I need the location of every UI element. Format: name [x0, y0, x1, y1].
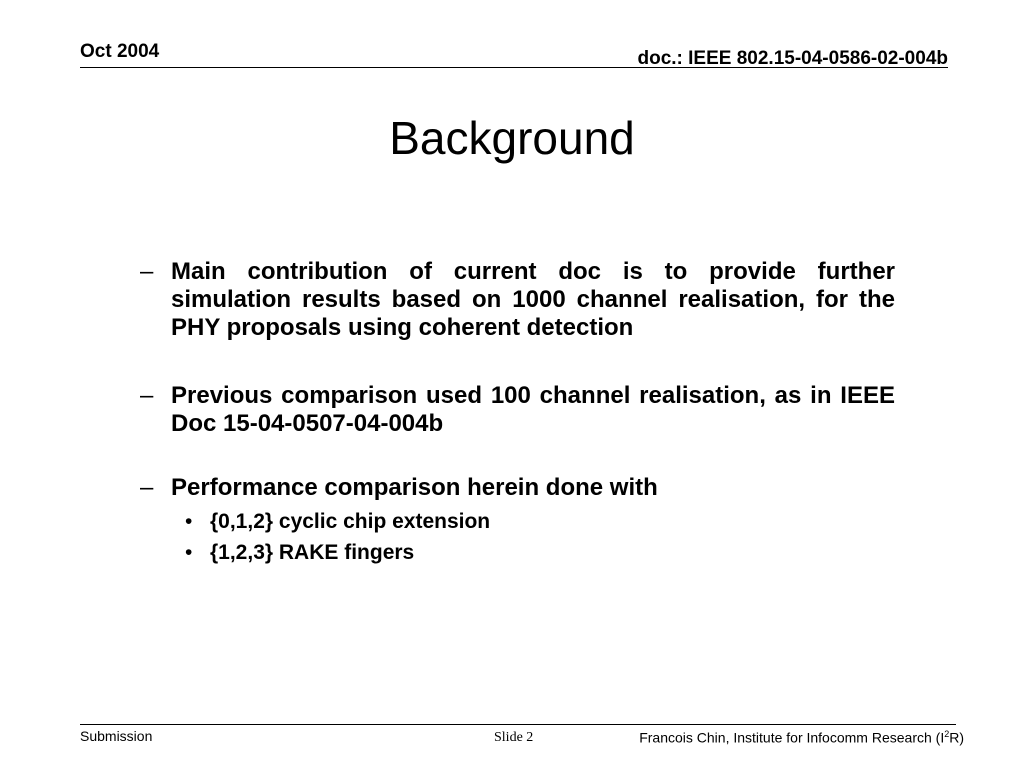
sub-bullet-item [185, 506, 895, 537]
sub-bullet-text: {1,2,3} RAKE fingers [210, 541, 415, 564]
footer-submission: Submission [80, 728, 153, 744]
slide-body [140, 258, 895, 568]
sub-bullet-item [185, 537, 895, 568]
slide-title: Background [389, 112, 635, 164]
sub-bullet-text: {0,1,2} cyclic chip extension [210, 510, 491, 533]
bullet-item [140, 258, 895, 342]
footer-author-suffix: R) [949, 729, 964, 746]
header-date: Oct 2004 [80, 41, 160, 62]
dash-marker: – [140, 474, 154, 501]
sub-bullet-list [185, 506, 895, 568]
footer-divider [80, 724, 956, 725]
bullet-text: Previous comparison used 100 channel realisation, as in IEEE Doc 15-04-0507-04-004b [171, 382, 895, 437]
dot-marker: • [185, 541, 193, 564]
footer-author [639, 729, 964, 746]
bullet-text: Main contribution of current doc is to provide further simulation results based on 1000 channel realisation, for the PHY proposals using coherent detection [171, 258, 895, 341]
header-doc-id: doc.: IEEE 802.15-04-0586-02-004b [637, 48, 948, 69]
dash-marker: – [140, 382, 154, 409]
bullet-text: Performance comparison herein done with [171, 474, 658, 501]
dash-marker: – [140, 258, 154, 285]
footer-author-prefix: Francois Chin, Institute for Infocomm Research (I [639, 729, 945, 746]
dot-marker: • [185, 510, 193, 533]
footer-author-superscript: 2 [944, 729, 950, 739]
bullet-item [140, 474, 895, 502]
header-divider [80, 67, 948, 68]
bullet-item [140, 382, 895, 438]
footer-slide-number: Slide 2 [494, 730, 534, 745]
